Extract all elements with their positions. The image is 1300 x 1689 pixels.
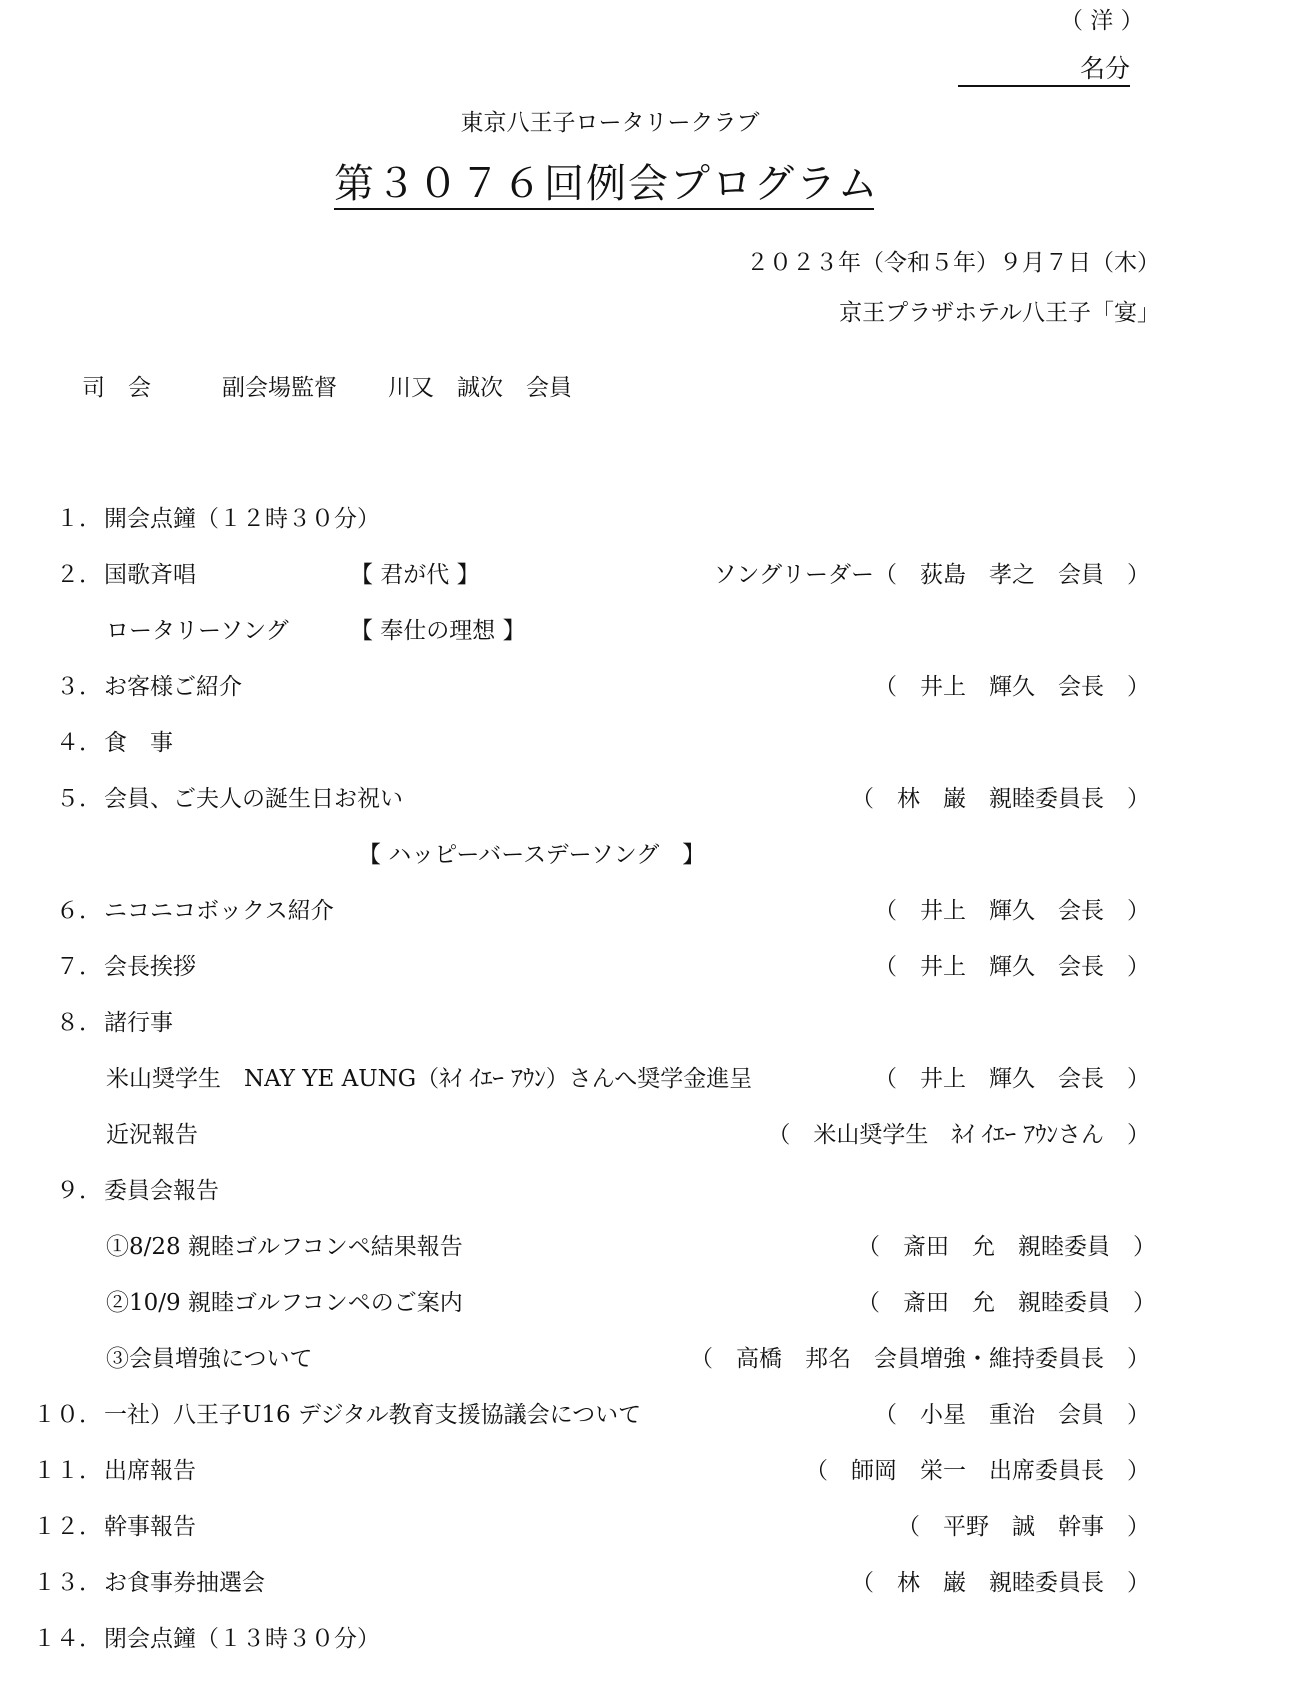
item-person: （ 井上 輝久 会長 ） [874, 674, 1150, 700]
item-title: 食 事 [104, 730, 173, 756]
item-number: ２． [56, 562, 102, 588]
item-title: 会長挨拶 [104, 954, 196, 980]
item-person: ソングリーダー（ 荻島 孝之 会員 ） [713, 562, 1150, 588]
item-title: ①8/28 親睦ゴルフコンペ結果報告 [106, 1234, 463, 1260]
item-title: ③会員増強について [106, 1346, 313, 1372]
item-person: （ 林 巌 親睦委員長 ） [851, 786, 1150, 812]
item-title: 会員、ご夫人の誕生日お祝い [104, 786, 403, 812]
song-title: 【 君が代 】 [350, 562, 480, 588]
item-title: 近況報告 [106, 1122, 198, 1148]
song-title: 【 ハッピーバースデーソング 】 [358, 842, 706, 868]
marker-text: （ 洋 ） [1060, 8, 1144, 34]
item-title: ロータリーソング [106, 618, 289, 644]
item-title: 一社）八王子U16 デジタル教育支援協議会について [104, 1402, 642, 1428]
item-number: ３． [56, 674, 102, 700]
item-title: ニコニコボックス紹介 [104, 898, 334, 924]
item-title: 開会点鐘（１２時３０分） [104, 506, 380, 532]
item-title: 閉会点鐘（１３時３０分） [104, 1626, 380, 1652]
item-title: 幹事報告 [104, 1514, 196, 1540]
item-title: 米山奨学生 NAY YE AUNG（ﾈｲ ｲｴｰ ｱｳﾝ）さんへ奨学金進呈 [106, 1066, 753, 1092]
item-person: （ 林 巌 親睦委員長 ） [851, 1570, 1150, 1596]
item-number: ６． [56, 898, 102, 924]
item-number: ９． [56, 1178, 102, 1204]
item-title: お食事券抽選会 [104, 1570, 265, 1596]
item-person: （ 米山奨学生 ﾈｲ ｲｴｰ ｱｳﾝさん ） [767, 1122, 1150, 1148]
item-number: １０． [33, 1402, 102, 1428]
item-title: 委員会報告 [104, 1178, 219, 1204]
item-number: １２． [33, 1514, 102, 1540]
mc-role: 副会場監督 [222, 375, 337, 401]
count-field: 名分 [958, 56, 1130, 87]
item-number: ８． [56, 1010, 102, 1036]
page-title: 第３０７６回例会プログラム [334, 164, 874, 210]
item-person: （ 小星 重治 会員 ） [874, 1402, 1150, 1428]
item-number: １４． [33, 1626, 102, 1652]
song-title: 【 奉仕の理想 】 [350, 618, 526, 644]
item-title: 出席報告 [104, 1458, 196, 1484]
club-name: 東京八王子ロータリークラブ [460, 110, 760, 136]
meeting-date: ２０２３年（令和５年）９月７日（木） [746, 250, 1160, 276]
mc-label: 司 会 [82, 375, 151, 401]
item-person: （ 斎田 允 親睦委員 ） [857, 1234, 1156, 1260]
item-title: ②10/9 親睦ゴルフコンペのご案内 [106, 1290, 463, 1316]
item-title: 諸行事 [104, 1010, 173, 1036]
item-title: 国歌斉唱 [104, 562, 196, 588]
item-title: お客様ご紹介 [104, 674, 242, 700]
item-person: （ 井上 輝久 会長 ） [874, 898, 1150, 924]
meeting-venue: 京王プラザホテル八王子「宴」 [839, 300, 1160, 326]
item-number: ７． [56, 954, 102, 980]
item-number: １１． [33, 1458, 102, 1484]
item-person: （ 井上 輝久 会長 ） [874, 1066, 1150, 1092]
item-number: １３． [33, 1570, 102, 1596]
mc-name: 川又 誠次 会員 [388, 375, 572, 401]
item-person: （ 師岡 栄一 出席委員長 ） [805, 1458, 1150, 1484]
item-number: １． [56, 506, 102, 532]
item-person: （ 井上 輝久 会長 ） [874, 954, 1150, 980]
item-person: （ 平野 誠 幹事 ） [897, 1514, 1150, 1540]
item-number: ４． [56, 730, 102, 756]
item-person: （ 斎田 允 親睦委員 ） [857, 1290, 1156, 1316]
item-person: （ 高橋 邦名 会員増強・維持委員長 ） [690, 1346, 1150, 1372]
item-number: ５． [56, 786, 102, 812]
